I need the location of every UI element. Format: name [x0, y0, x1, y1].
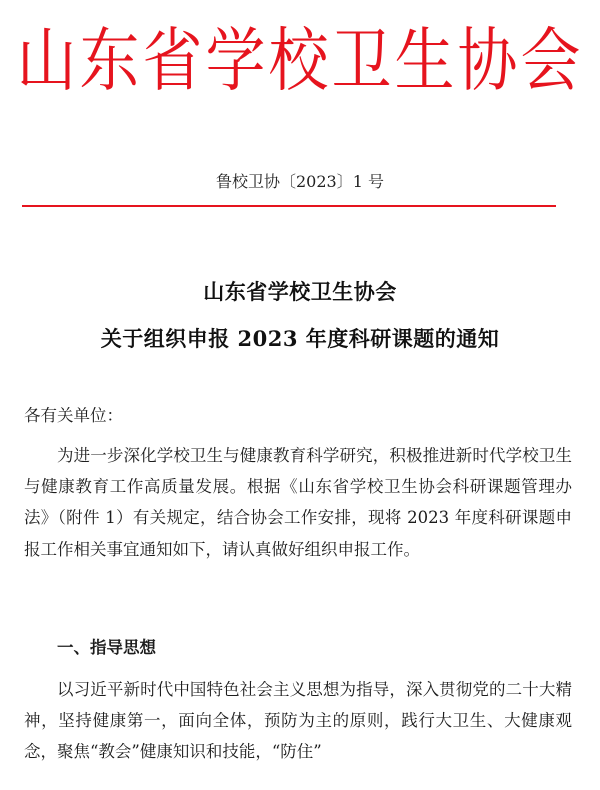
body-paragraph-1: 为进一步深化学校卫生与健康教育科学研究，积极推进新时代学校卫生与健康教育工作高质量发展。根据《山东省学校卫生协会科研课题管理办法》（附件 1）有关规定，结合协会工作安排，现将 2023 年度科研课题申报工作相关事宜通知如下，请认真做好组织申报工作。 [24, 446, 572, 559]
red-divider-line [22, 205, 556, 207]
organization-header-title: 山东省学校卫生协会 [16, 20, 584, 102]
notice-title-line-2: 关于组织申报 2023 年度科研课题的通知 [100, 326, 500, 351]
notice-title-line-1: 山东省学校卫生协会 [203, 279, 397, 304]
section-heading-guiding-ideology: 一、指导思想 [57, 638, 156, 657]
salutation: 各有关单位： [24, 406, 123, 425]
body-paragraph-2: 以习近平新时代中国特色社会主义思想为指导，深入贯彻党的二十大精神，坚持健康第一，面向全体，预防为主的原则，践行大卫生、大健康观念，聚焦“教会”健康知识和技能，“防住” [24, 680, 572, 762]
document-number: 鲁校卫协〔2023〕1 号 [216, 172, 384, 191]
